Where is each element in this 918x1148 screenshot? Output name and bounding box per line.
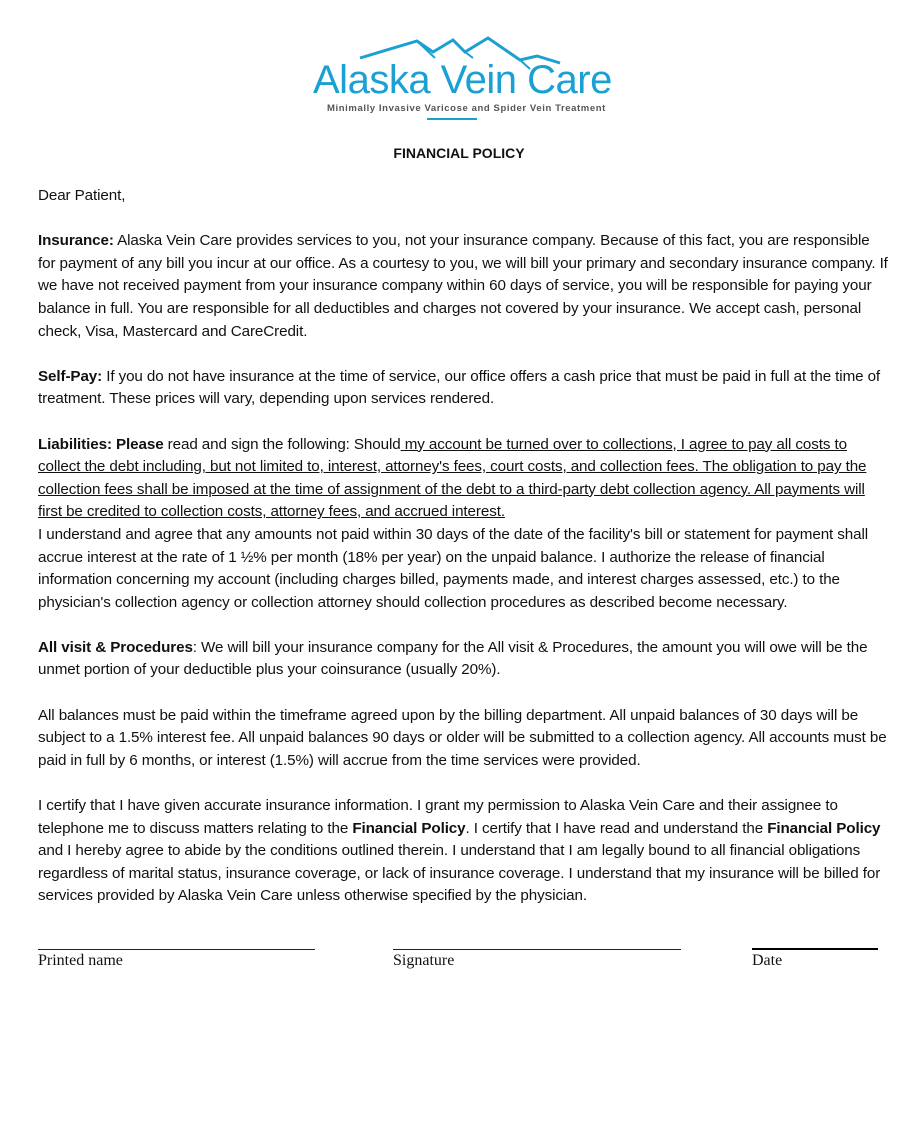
certify-text-2: . I certify that I have read and understand the	[465, 819, 768, 837]
self-pay-paragraph	[38, 366, 888, 411]
signature-label: Signature	[393, 952, 455, 969]
insurance-text: Alaska Vein Care provides services to you, not your insurance company. Because of this fact, you are responsible for payment of any bill you incur at our office. As a courtesy to you, we will bill your primary and secondary insurance company. If we have not received payment from your insurance company within 60 days of service, you will be responsible for paying your balance in full. You are responsible for all deductibles and charges not covered by your insurance. We accept cash, personal check, Visa, Mastercard and CareCredit.	[38, 232, 888, 340]
signature-row	[38, 938, 888, 978]
page-content	[38, 185, 888, 978]
certify-text-3: and I hereby agree to abide by the conditions outlined therein. I understand that I am legally bound to all financial obligations regardless of marital status, insurance coverage, or lack of insurance coverage. I understand that my insurance will be billed for services provided by Alaska Vein Care unless otherwise specified by the physician.	[38, 842, 881, 905]
all-visit-paragraph	[38, 637, 888, 682]
page-title: FINANCIAL POLICY	[393, 145, 525, 161]
insurance-paragraph	[38, 230, 888, 343]
insurance-heading: Insurance:	[38, 232, 114, 250]
printed-name-label: Printed name	[38, 952, 123, 969]
logo	[305, 28, 615, 123]
certify-text-1: I certify that I have given accurate insurance information. I grant my permission to Alaska Vein Care and their assignee to telephone me to discuss matters relating to the	[38, 797, 838, 837]
liabilities-text: I understand and agree that any amounts not paid within 30 days of the date of the facility's bill or statement for payment shall accrue interest at the rate of 1 ½% per month (18% per year) on the unpaid balance. I authorize the release of financial information concerning my account (including charges billed, payments made, and interest charges assessed, etc.) to the physician's collection agency or collection attorney should collection procedures as described become necessary.	[38, 525, 869, 611]
certify-paragraph	[38, 795, 888, 908]
date-label: Date	[752, 952, 783, 969]
policy-body	[38, 185, 888, 908]
logo-tagline: Minimally Invasive Varicose and Spider Vein Treatment	[327, 103, 606, 114]
certify-bold-2: Financial Policy	[767, 819, 881, 837]
all-visit-text: : We will bill your insurance company for the All visit & Procedures, the amount you will owe will be the unmet portion of your deductible plus your coinsurance (usually 20%).	[38, 638, 868, 679]
liabilities-underlined: my account be turned over to collections, I agree to pay all costs to collect the debt including, but not limited to, interest, attorney's fees, court costs, and collection fees. The obligation to pay the collection fees shall be imposed at the time of assignment of the debt to a third-party debt collection agency. All payments will first be credited to collection costs, attorney fees, and accrued interest.	[38, 435, 867, 521]
certify-bold-1: Financial Policy	[352, 819, 466, 837]
liabilities-heading: Liabilities: Please	[38, 435, 164, 453]
all-visit-heading: All visit & Procedures	[38, 638, 193, 656]
liabilities-paragraph	[38, 434, 888, 615]
self-pay-text: If you do not have insurance at the time of service, our office offers a cash price that must be paid in full at the time of treatment. These prices will vary, depending upon services rendered.	[38, 367, 881, 408]
logo-name: Alaska Vein Care	[313, 58, 612, 102]
date-field[interactable]	[752, 938, 878, 970]
balances-paragraph: All balances must be paid within the timeframe agreed upon by the billing department. All unpaid balances of 30 days will be subject to a 1.5% interest fee. All unpaid balances 90 days or older will be submitted to a collection agency. All accounts must be paid in full by 6 months, or interest (1.5%) will accrue from the time services were provided.	[38, 706, 887, 769]
signature-line	[393, 938, 681, 950]
greeting: Dear Patient,	[38, 187, 126, 204]
signature-field[interactable]	[393, 938, 681, 970]
printed-name-line	[38, 938, 315, 950]
date-line	[752, 938, 878, 950]
self-pay-heading: Self-Pay:	[38, 367, 103, 385]
liabilities-intro: read and sign the following: Should	[163, 435, 401, 453]
logo-underline	[427, 118, 477, 120]
printed-name-field[interactable]	[38, 938, 315, 970]
